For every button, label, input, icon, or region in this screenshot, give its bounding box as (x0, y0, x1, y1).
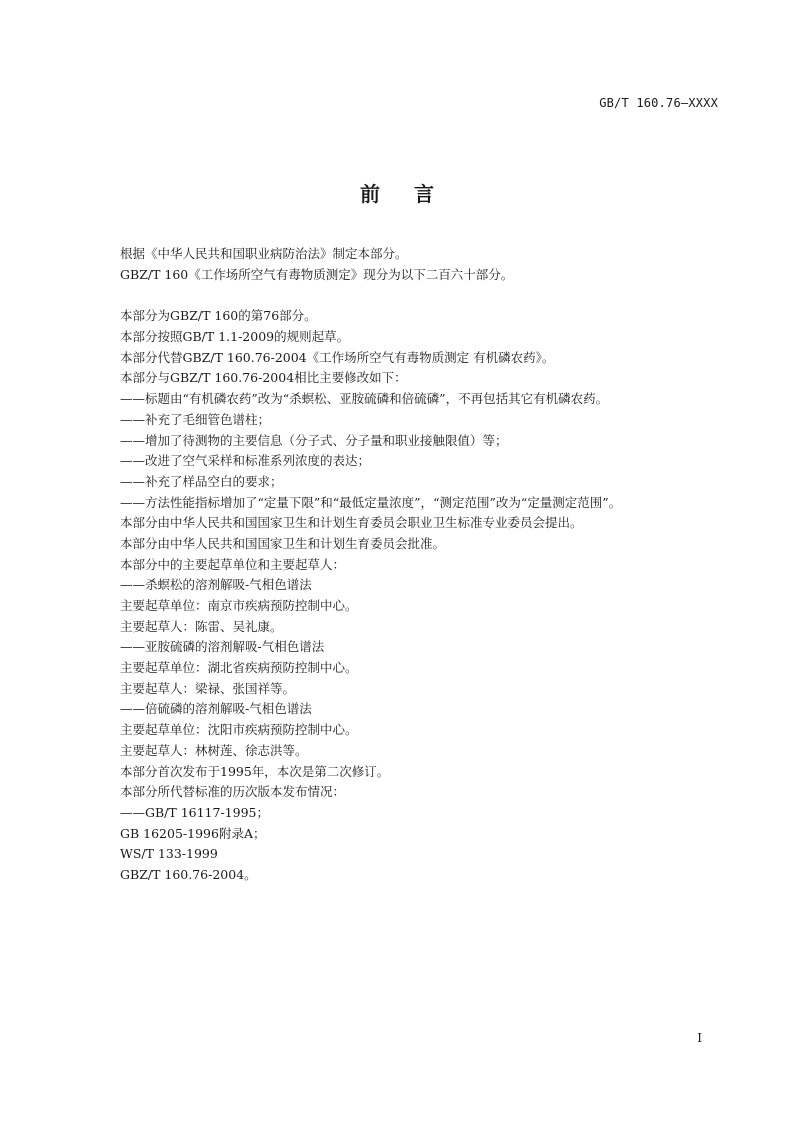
intro-block (120, 244, 730, 285)
body-line: 本部分由中华人民共和国国家卫生和计划生育委员会职业卫生标准专业委员会提出。 (120, 515, 583, 531)
intro-line: GBZ/T 160《工作场所空气有毒物质测定》现分为以下二百六十部分。 (120, 266, 514, 282)
page-title: 前言 (360, 182, 468, 206)
body-line: 主要起草单位：沈阳市疾病预防控制中心。 (120, 722, 358, 738)
body-line: 本部分所代替标准的历次版本发布情况： (120, 784, 346, 800)
document-body (120, 244, 730, 886)
body-line: GB 16205-1996附录A； (120, 825, 266, 841)
body-line: 主要起草单位：湖北省疾病预防控制中心。 (120, 660, 358, 676)
body-line: ——补充了样品空白的要求； (120, 473, 283, 489)
body-line: 本部分代替GBZ/T 160.76-2004《工作场所空气有毒物质测定 有机磷农药》。 (120, 349, 555, 365)
body-line: ——改进了空气采样和标准系列浓度的表达； (120, 453, 371, 469)
body-line: 本部分中的主要起草单位和主要起草人： (120, 556, 346, 572)
body-line: 主要起草人：梁禄、张国祥等。 (120, 680, 296, 696)
intro-line: 根据《中华人民共和国职业病防治法》制定本部分。 (120, 246, 408, 261)
body-line: ——补充了毛细管色谱柱； (120, 411, 271, 427)
body-line: 主要起草人：陈雷、吴礼康。 (120, 618, 283, 634)
body-line: 本部分由中华人民共和国国家卫生和计划生育委员会批准。 (120, 535, 446, 551)
body-line: ——杀螟松的溶剂解吸-气相色谱法 (120, 577, 312, 593)
body-line: ——增加了待测物的主要信息（分子式、分子量和职业接触限值）等； (120, 432, 508, 448)
body-line: 本部分与GBZ/T 160.76-2004相比主要修改如下： (120, 370, 407, 386)
body-line: 主要起草人：林树莲、徐志洪等。 (120, 742, 308, 758)
standard-code: GB/T 160.76—XXXX (599, 96, 718, 110)
body-line: ——倍硫磷的溶剂解吸-气相色谱法 (120, 701, 312, 717)
body-line: ——方法性能指标增加了“定量下限”和“最低定量浓度”，“测定范围”改为“定量测定范围”。 (120, 494, 622, 510)
page-number: I (697, 1031, 702, 1045)
body-line: 本部分为GBZ/T 160的第76部分。 (120, 308, 317, 324)
body-line: 本部分首次发布于1995年，本次是第二次修订。 (120, 763, 390, 779)
body-line: WS/T 133-1999 (120, 846, 218, 862)
body-line: 主要起草单位：南京市疾病预防控制中心。 (120, 598, 358, 613)
body-line: 本部分按照GB/T 1.1-2009的规则起草。 (120, 329, 350, 345)
body-line: ——GB/T 16117-1995； (120, 804, 269, 820)
main-block (120, 306, 730, 885)
body-line: GBZ/T 160.76-2004。 (120, 866, 257, 882)
body-line: ——亚胺硫磷的溶剂解吸-气相色谱法 (120, 639, 325, 655)
body-line: ——标题由“有机磷农药”改为“杀螟松、亚胺硫磷和倍硫磷”，不再包括其它有机磷农药。 (120, 391, 609, 407)
